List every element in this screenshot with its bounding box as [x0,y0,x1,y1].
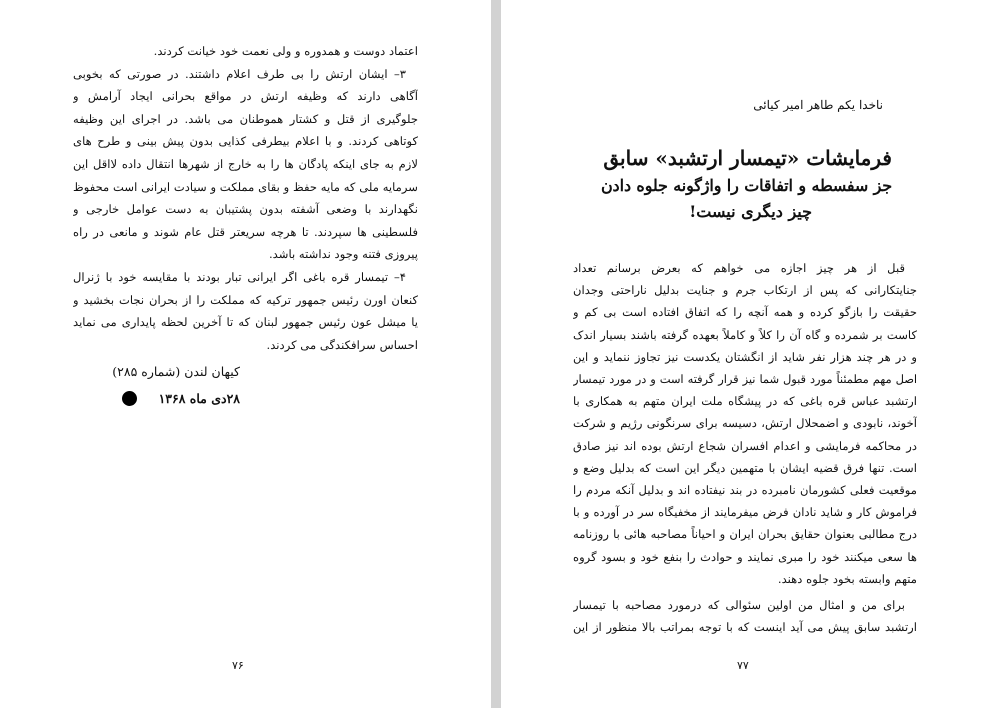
text-line: لازم به جای اینکه پادگان ها را به خارج از شهرها انتقال داده لااقل این [73,156,418,171]
article-headline [600,143,892,225]
text-line: آخوند، نابودی و اضمحلال ارتش، دسیسه برای سرنگونی رژیم و شرکت [573,416,917,431]
text-line: اعتماد دوست و همدوره و ولی نعمت خود خیانت کردند. [153,44,418,58]
source-date: ۲۸دی ماه ۱۳۶۸ [158,391,240,406]
text-line: فلسطینی ها سپردند. تا هرچه سریعتر قتل عام شوند و مانعی در راه [73,224,418,239]
text-line: پیروزی فتنه وجود نداشته باشد. [268,247,418,262]
text-line: در محاکمه فرمایشی و اعدام افسران شجاع ارتش بوده اند نیز صادق [573,438,917,453]
text-line: سرمایه ملی که مایه حفظ و بقای مملکت و سیادت ایرانی است محفوظ [73,179,418,194]
source-citation [100,364,240,406]
text-line: فراموش کار و شاید نادان فرض میفرمایند از مخفیگاه سر در آورده و با [573,505,917,520]
text-line: ارتشبد سابق پیش می آید اینست که با توجه بمراتب بالا منظور از این [573,620,917,635]
text-line: قبل از هر چیز اجازه می خواهم که بعرض برسانم تعداد [573,261,905,275]
left-page-body [73,40,418,356]
source-date-row [100,391,240,406]
text-line: آگاهی دارند که وظیفه ارتش در مواقع بحرانی ایجاد آرامش و [73,89,418,104]
text-line: جلوگیری از قتل و کشتار هموطنان می باشد. در اجرای این وظیفه [73,111,418,126]
text-line: نگهدارند با وضعی آشفته بدون پشتیبان به دست عوامل خارجی و [73,202,418,217]
source-name: کیهان لندن (شماره ۲۸۵) [112,364,240,379]
text-line: جنایتکارانی که پس از ارتکاب جرم و جنایت بدلیل ناراحتی وجدان [573,283,917,298]
text-line: برای من و امثال من اولین سئوالی که درمورد مصاحبه با تیمسار [573,598,905,613]
end-bullet-icon [122,391,137,406]
right-page-body [573,257,917,638]
left-page-number: ۷۶ [232,659,244,672]
text-line: کاست بر شمرده و گاه آن را کلاً و کاملاً بعهده گرفته باشند بسیار اندک [573,327,917,342]
headline-line-2: جز سفسطه و اتفاقات را واژگونه جلوه دادن [600,176,892,195]
text-line: ۳– ایشان ارتش را بی طرف اعلام داشتند. در صورتی که بخوبی [73,66,406,81]
headline-line-3: چیز دیگری نیست! [689,202,812,221]
text-line: متهم وابسته بخود جلوه دهند. [777,571,917,586]
author-byline: ناخدا یکم طاهر امیر کیائی [753,98,883,112]
text-line: موقعیت فعلی کشورمان نامبرده در بند نیفتاده اند و بدلیل آنکه مردم را [573,483,917,498]
text-line: احساس سرافکندگی می کردند. [266,337,418,352]
text-line: یا میشل عون رئیس جمهور لبنان که تا آخرین لحظه پایداری می نماید [73,315,418,330]
text-line: حقیقت را بازگو کرده و همه آنچه را که اتفاق افتاده است بی کم و [573,305,917,320]
text-line: ۴– تیمسار قره باغی اگر ایرانی تبار بودند با مقایسه خود با ژنرال [73,269,406,284]
text-line: و در هر چند هزار نفر شاید از انگشتان یکدست نیز تجاوز ننماید و این [573,349,917,364]
headline-line-1: فرمایشات «تیمسار ارتشبد» سابق [603,146,892,170]
text-line: کنعان اورن رئیس جمهور ترکیه که مملکت را از بحران نجات بخشید و [73,292,418,307]
text-line: کوتاهی کردند. و با اعلام بیطرفی کذایی بدون پیش بینی و طرح های [73,134,418,149]
text-line: است. تنها فرق قضیه ایشان با متهمین دیگر این است که بدلیل وضع و [573,460,917,475]
text-line: اصل مهم مطمئناً مورد قبول شما نیز قرار گرفته است و در مورد تیمسار [573,372,917,387]
text-line: ارتشبد عباس قره باغی که در پیشگاه ملت ایران متهم به همکاری با [573,394,917,409]
right-page-number: ۷۷ [737,659,749,672]
text-line: ها سعی میکنند خود را مبری نمایند و حوادث را بنفع خود و بسود گروه [573,549,917,564]
text-line: درج مطالبی بعنوان حقایق بحران ایران و احیاناً مصاحبه هائی با روزنامه [573,527,917,542]
